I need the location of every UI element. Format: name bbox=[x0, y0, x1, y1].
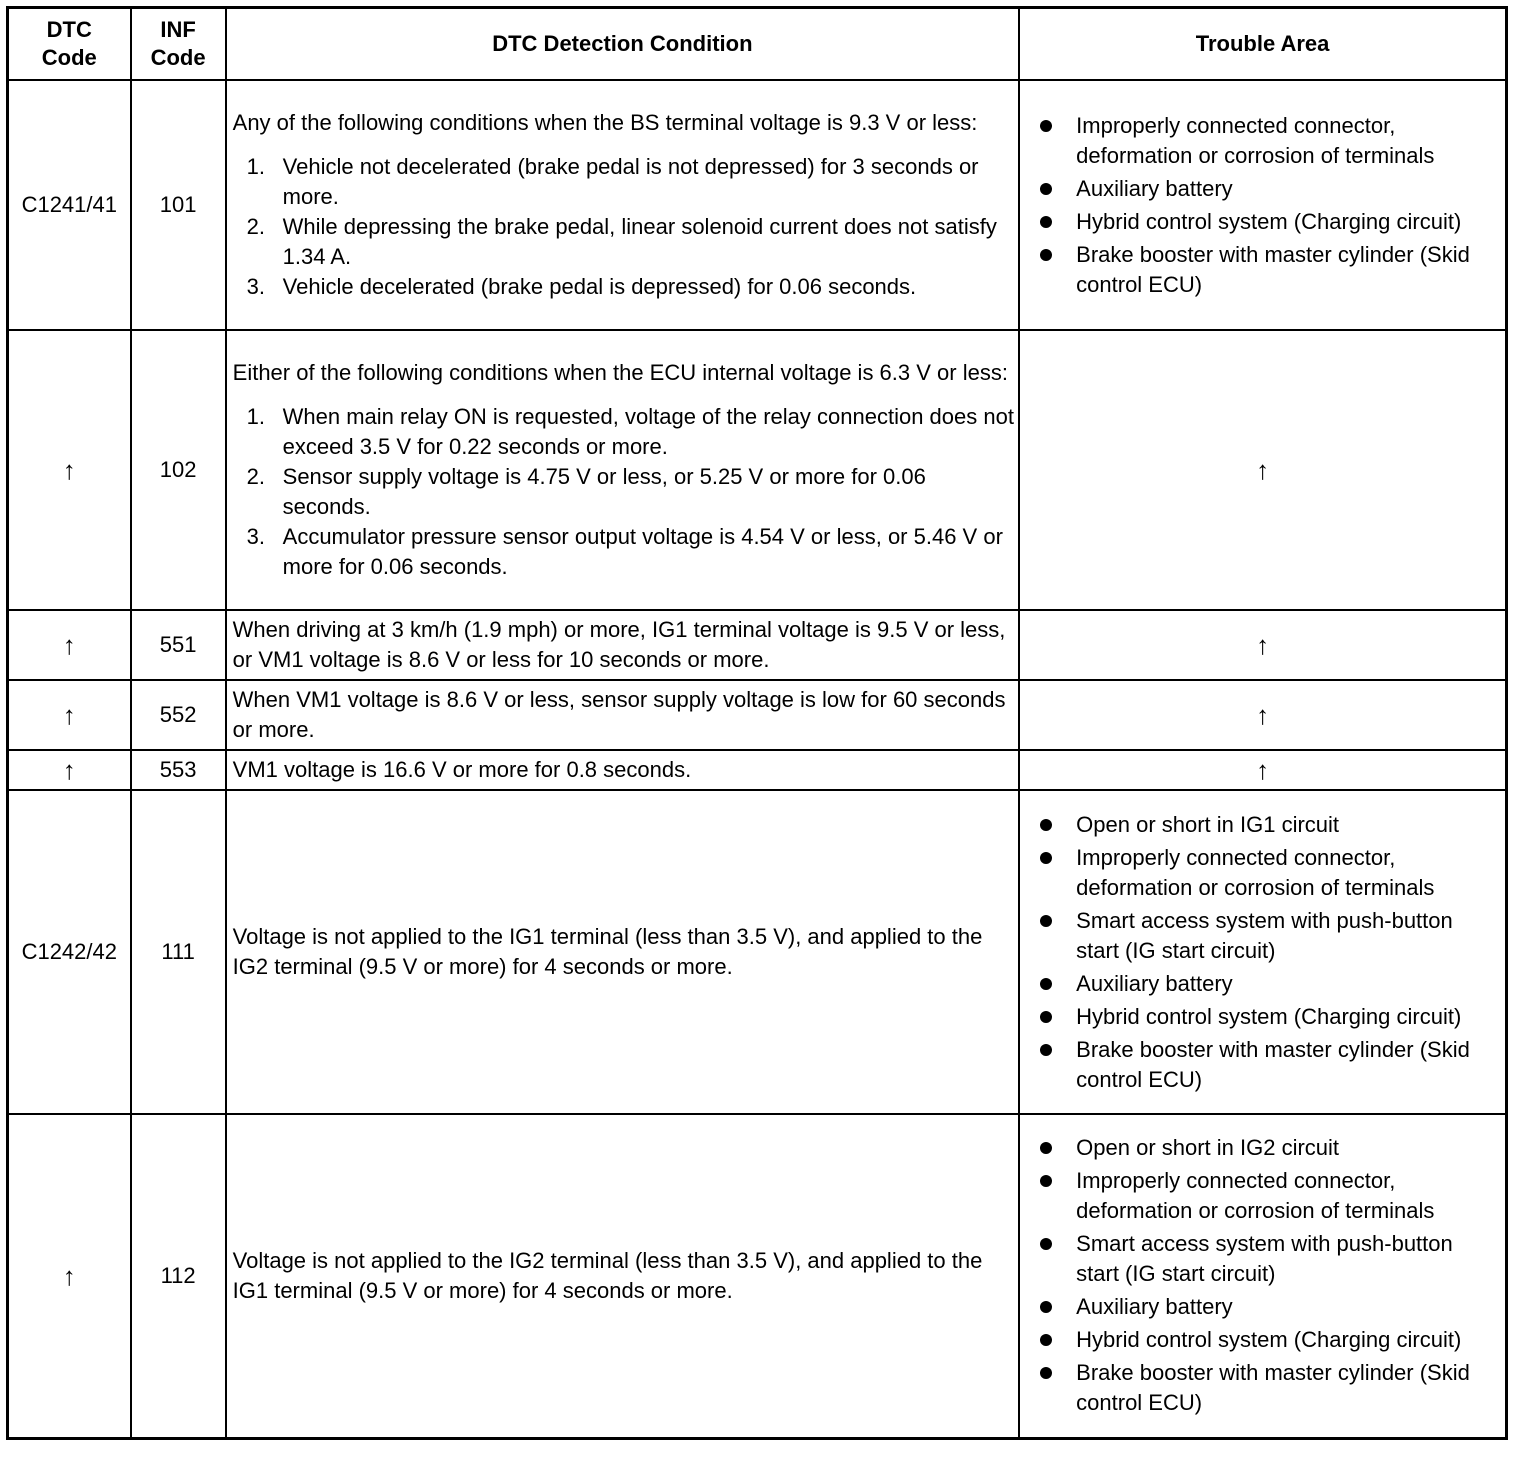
bullet-icon bbox=[1040, 120, 1052, 132]
bullet-icon bbox=[1040, 1044, 1052, 1056]
table-row bbox=[8, 80, 1507, 330]
table-row bbox=[8, 1114, 1507, 1438]
list-item: Open or short in IG1 circuit bbox=[1038, 810, 1497, 840]
header-dtc-code: DTC Code bbox=[8, 8, 131, 81]
list-item: Brake booster with master cylinder (Skid control ECU) bbox=[1038, 240, 1497, 300]
trouble-area-cell bbox=[1019, 80, 1506, 330]
dtc-code-cell: ↑ bbox=[8, 750, 131, 790]
table-row bbox=[8, 680, 1507, 750]
trouble-area-cell bbox=[1019, 790, 1506, 1114]
trouble-area-cell bbox=[1019, 1114, 1506, 1438]
table-row bbox=[8, 330, 1507, 610]
inf-code-cell: 102 bbox=[131, 330, 226, 610]
bullet-icon bbox=[1040, 1175, 1052, 1187]
bullet-icon bbox=[1040, 1011, 1052, 1023]
dtc-table bbox=[6, 6, 1508, 1440]
list-item: Open or short in IG2 circuit bbox=[1038, 1133, 1497, 1163]
bullet-icon bbox=[1040, 915, 1052, 927]
trouble-area-cell: ↑ bbox=[1019, 750, 1506, 790]
table-row bbox=[8, 610, 1507, 680]
bullet-icon bbox=[1040, 1301, 1052, 1313]
table-row bbox=[8, 790, 1507, 1114]
trouble-area-cell: ↑ bbox=[1019, 330, 1506, 610]
list-item: Auxiliary battery bbox=[1038, 1292, 1497, 1322]
list-item: Brake booster with master cylinder (Skid control ECU) bbox=[1038, 1358, 1497, 1418]
inf-code-cell: 111 bbox=[131, 790, 226, 1114]
list-item: Smart access system with push-button start (IG start circuit) bbox=[1038, 1229, 1497, 1289]
condition-step: 3. Accumulator pressure sensor output voltage is 4.54 V or less, or 5.46 V or more for 0.06 seconds. bbox=[246, 524, 1003, 579]
condition-cell: VM1 voltage is 16.6 V or more for 0.8 seconds. bbox=[226, 750, 1020, 790]
condition-steps bbox=[233, 402, 1015, 582]
dtc-code-cell: ↑ bbox=[8, 1114, 131, 1438]
condition-cell: When VM1 voltage is 8.6 V or less, sensor supply voltage is low for 60 seconds or more. bbox=[226, 680, 1020, 750]
dtc-code-cell: C1241/41 bbox=[8, 80, 131, 330]
trouble-area-list bbox=[1038, 810, 1497, 1095]
list-item: Improperly connected connector, deformation or corrosion of terminals bbox=[1038, 843, 1497, 903]
dtc-code-cell: ↑ bbox=[8, 680, 131, 750]
inf-code-cell: 551 bbox=[131, 610, 226, 680]
condition-step: 2. While depressing the brake pedal, linear solenoid current does not satisfy 1.34 A. bbox=[246, 214, 997, 269]
list-item: Hybrid control system (Charging circuit) bbox=[1038, 1325, 1497, 1355]
condition-step: 1. Vehicle not decelerated (brake pedal is not depressed) for 3 seconds or more. bbox=[246, 154, 979, 209]
dtc-code-cell: C1242/42 bbox=[8, 790, 131, 1114]
bullet-icon bbox=[1040, 1334, 1052, 1346]
list-item: Improperly connected connector, deformation or corrosion of terminals bbox=[1038, 1166, 1497, 1226]
table-row bbox=[8, 750, 1507, 790]
bullet-icon bbox=[1040, 1238, 1052, 1250]
bullet-icon bbox=[1040, 852, 1052, 864]
condition-cell: Voltage is not applied to the IG2 terminal (less than 3.5 V), and applied to the IG1 terminal (9.5 V or more) for 4 seconds or more. bbox=[226, 1114, 1020, 1438]
bullet-icon bbox=[1040, 978, 1052, 990]
inf-code-cell: 112 bbox=[131, 1114, 226, 1438]
condition-intro: Any of the following conditions when the BS terminal voltage is 9.3 V or less: bbox=[232, 110, 978, 135]
condition-cell bbox=[226, 330, 1020, 610]
list-item: Auxiliary battery bbox=[1038, 174, 1497, 204]
table-header-row bbox=[8, 8, 1507, 81]
dtc-code-cell: ↑ bbox=[8, 610, 131, 680]
header-trouble-area: Trouble Area bbox=[1019, 8, 1506, 81]
list-item: Improperly connected connector, deformation or corrosion of terminals bbox=[1038, 111, 1497, 171]
condition-cell bbox=[226, 80, 1020, 330]
list-item: Hybrid control system (Charging circuit) bbox=[1038, 207, 1497, 237]
inf-code-cell: 101 bbox=[131, 80, 226, 330]
bullet-icon bbox=[1040, 819, 1052, 831]
bullet-icon bbox=[1040, 249, 1052, 261]
list-item: Smart access system with push-button start (IG start circuit) bbox=[1038, 906, 1497, 966]
condition-step: 3. Vehicle decelerated (brake pedal is depressed) for 0.06 seconds. bbox=[246, 274, 917, 299]
bullet-icon bbox=[1040, 183, 1052, 195]
condition-step: 2. Sensor supply voltage is 4.75 V or less, or 5.25 V or more for 0.06 seconds. bbox=[246, 464, 926, 519]
trouble-area-cell: ↑ bbox=[1019, 680, 1506, 750]
dtc-code-cell: ↑ bbox=[8, 330, 131, 610]
header-detection-condition: DTC Detection Condition bbox=[226, 8, 1020, 81]
trouble-area-list bbox=[1038, 111, 1497, 300]
trouble-area-cell: ↑ bbox=[1019, 610, 1506, 680]
list-item: Hybrid control system (Charging circuit) bbox=[1038, 1002, 1497, 1032]
list-item: Brake booster with master cylinder (Skid control ECU) bbox=[1038, 1035, 1497, 1095]
trouble-area-list bbox=[1038, 1133, 1497, 1418]
header-inf-code: INF Code bbox=[131, 8, 226, 81]
condition-steps bbox=[233, 152, 1015, 302]
bullet-icon bbox=[1040, 1142, 1052, 1154]
inf-code-cell: 552 bbox=[131, 680, 226, 750]
list-item: Auxiliary battery bbox=[1038, 969, 1497, 999]
inf-code-cell: 553 bbox=[131, 750, 226, 790]
condition-cell: Voltage is not applied to the IG1 terminal (less than 3.5 V), and applied to the IG2 terminal (9.5 V or more) for 4 seconds or more. bbox=[226, 790, 1020, 1114]
condition-cell: When driving at 3 km/h (1.9 mph) or more, IG1 terminal voltage is 9.5 V or less, or VM1 voltage is 8.6 V or less for 10 seconds or more. bbox=[226, 610, 1020, 680]
condition-step: 1. When main relay ON is requested, voltage of the relay connection does not exceed 3.5 V for 0.22 seconds or more. bbox=[246, 404, 1014, 459]
bullet-icon bbox=[1040, 1367, 1052, 1379]
condition-intro: Either of the following conditions when the ECU internal voltage is 6.3 V or less: bbox=[232, 360, 1008, 385]
bullet-icon bbox=[1040, 216, 1052, 228]
